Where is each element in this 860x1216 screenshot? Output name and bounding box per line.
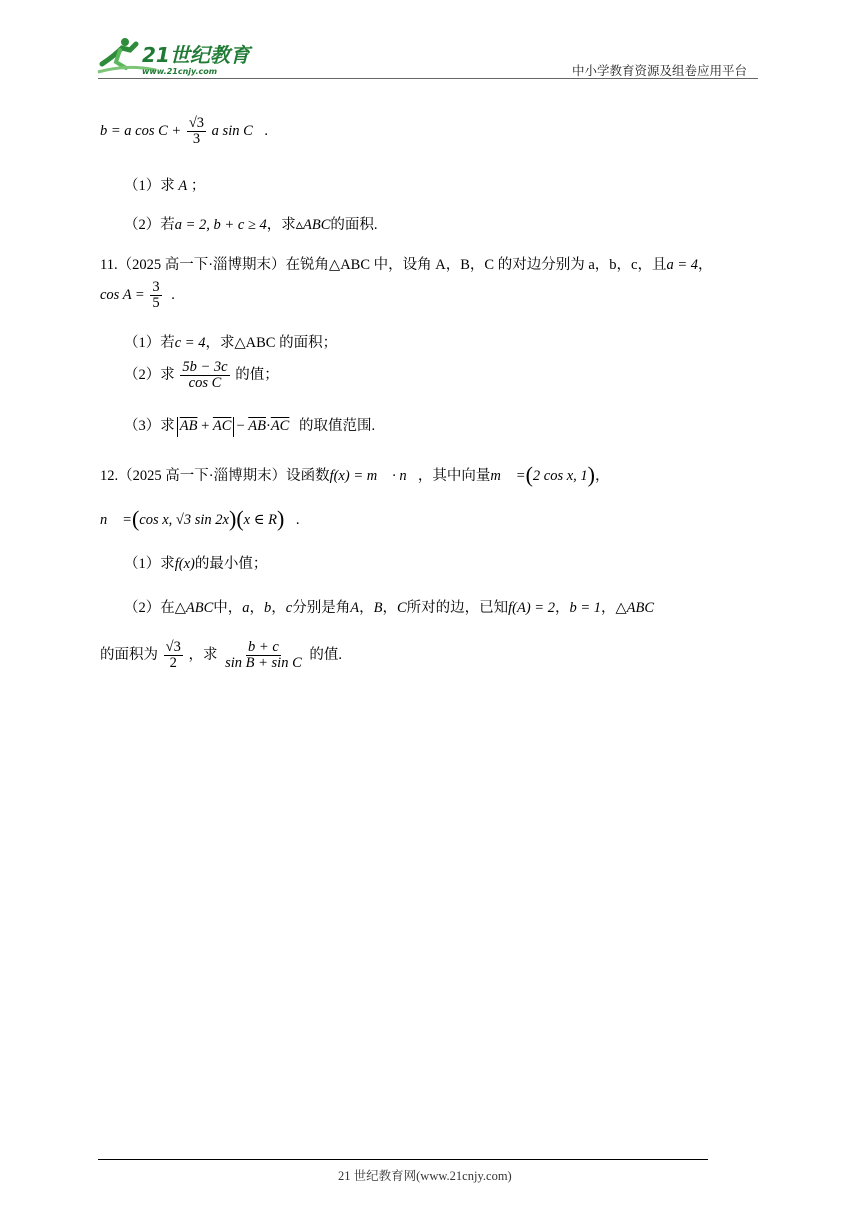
- q10-part2: （2）若a = 2, b + c ≥ 4，求▵ABC的面积.: [124, 217, 378, 233]
- q11-cos: cos A = $\frac{3}{5}$ .: [100, 279, 175, 312]
- q11-part1: （1）若c = 4，求△ABC 的面积；: [124, 335, 338, 351]
- header-divider: [98, 78, 758, 79]
- footer-divider: [98, 1159, 708, 1160]
- q12-stem: 12.（2025 高一下·淄博期末）设函数f(x) = m⃗ · n⃗，其中向量m⃗ =(2 cos x, 1)，: [100, 462, 610, 487]
- q12-part2: （2）在△ABC中，a，b，c分别是角A，B，C所对的边，已知f(A) = 2，b = 1，△ABC: [124, 600, 655, 616]
- q11-stem: 11.（2025 高一下·淄博期末）在锐角△ABC 中，设角 A，B，C 的对边分别为 a，b，c，且a = 4，: [100, 257, 713, 273]
- q12-part2-line2: 的面积为 $\frac{√3}{2}$ ，求 $\frac{b + c}{\text{sin B + sin C}}$ 的值.: [100, 639, 342, 672]
- q10-part1: （1）求 A ；: [124, 178, 206, 194]
- footer-link[interactable]: 21 世纪教育网(www.21cnjy.com): [338, 1169, 512, 1183]
- q12-nvec: n⃗ =(cos x, √3 sin 2x)(x ∈ R) .: [100, 506, 300, 531]
- logo-text: 21世纪教育: [142, 43, 250, 67]
- q11-part2: （2）求 $\frac{5b - 3c}{\text{cos C}}$ 的值；: [124, 359, 279, 392]
- q10-equation: b = a cos C + $\frac{√3}{3}$ a sin C .: [100, 115, 269, 148]
- q11-part3: （3）求 $\overline{AB} + \overline{AC} - \overline{AB}\cdot\overline{AC}$ 的取值范围.: [124, 414, 375, 437]
- site-logo: [96, 34, 256, 78]
- logo-url: www.21cnjy.com: [142, 67, 218, 76]
- q12-part1: （1）求f(x)的最小值；: [124, 556, 268, 572]
- header-site-name: 中小学教育资源及组卷应用平台: [572, 63, 748, 78]
